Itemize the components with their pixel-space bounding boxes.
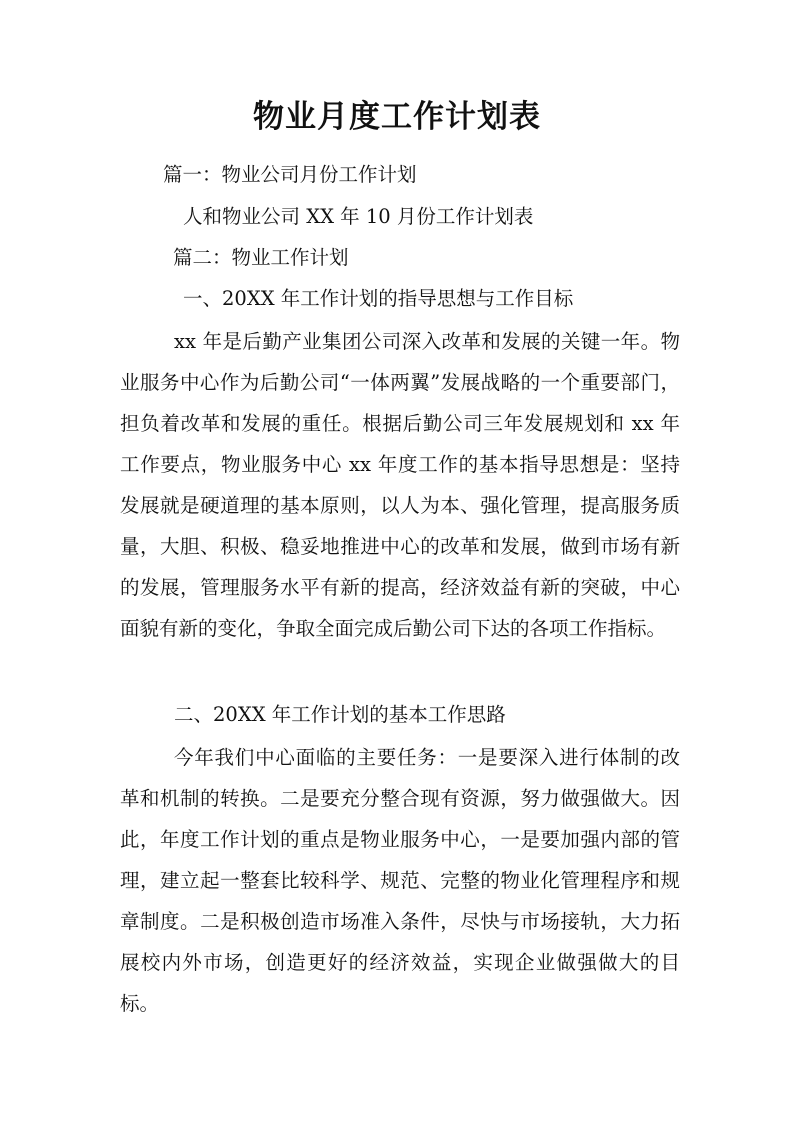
section2-paragraph: 今年我们中心面临的主要任务：一是要深入进行体制的改革和机制的转换。二是要充分整合现有资源，努力做强做大。因此，年度工作计划的重点是物业服务中心，一是要加强内部的管理，建立起一整套比较科学、规范、完整的物业化管理程序和规章制度。二是积极创造市场准入条件，尽快与市场接轨，大力拓展校内外市场，创造更好的经济效益，实现企业做强做大的目标。: [120, 746, 680, 1015]
section1-heading: 一、20XX 年工作计划的指导思想与工作目标: [183, 287, 574, 310]
part2-heading: 篇二：物业工作计划: [173, 246, 349, 269]
part1-heading: 篇一：物业公司月份工作计划: [163, 163, 417, 186]
section1-paragraph: xx 年是后勤产业集团公司深入改革和发展的关键一年。物业服务中心作为后勤公司“一体两翼”发展战略的一个重要部门，担负着改革和发展的重任。根据后勤公司三年发展规划和 xx 年工作要点，物业服务中心 xx 年度工作的基本指导思想是：坚持发展就是硬道理的基本原则，以人为本、强化管理，提高服务质量，大胆、积极、稳妥地推进中心的改革和发展，做到市场有新的发展，管理服务水平有新的提高，经济效益有新的突破，中心面貌有新的变化，争取全面完成后勤公司下达的各项工作指标。: [120, 330, 680, 640]
table-subheading: 人和物业公司 XX 年 10 月份工作计划表: [183, 205, 534, 228]
document-title: 物业月度工作计划表: [253, 99, 541, 135]
section2-heading: 二、20XX 年工作计划的基本工作思路: [174, 703, 506, 726]
